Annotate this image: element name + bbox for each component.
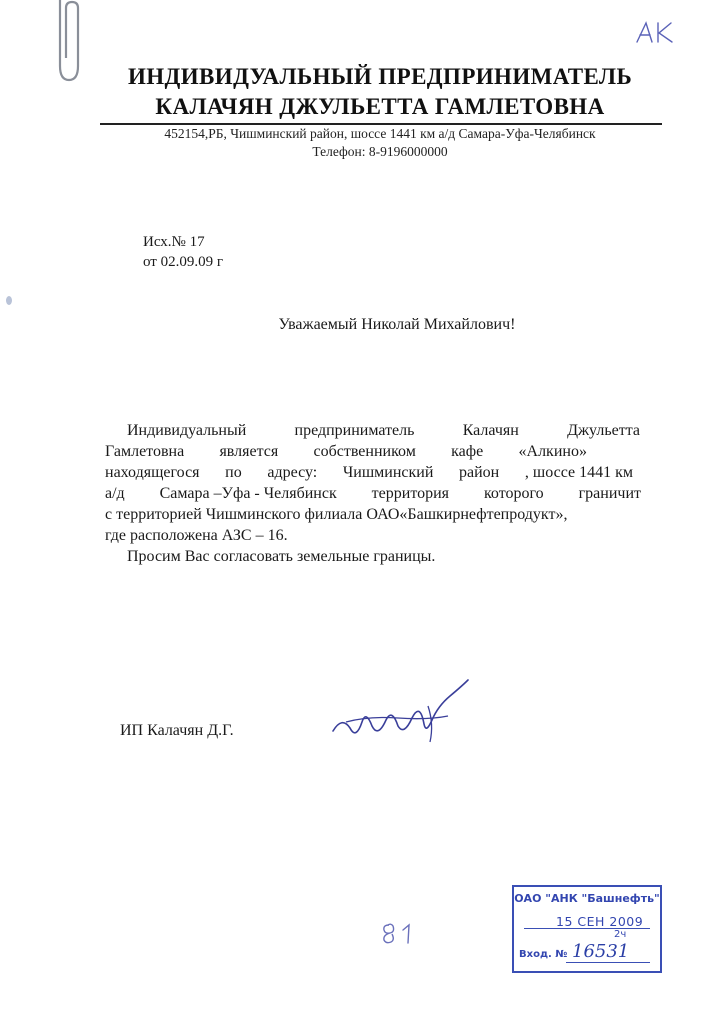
body-line-3: находящегося по адресу: Чишминский район , шоссе 1441 км [105, 464, 633, 481]
company-title-line1: ИНДИВИДУАЛЬНЫЙ ПРЕДПРИНИМАТЕЛЬ [127, 64, 633, 89]
stamp-divider [524, 928, 650, 929]
incoming-stamp [512, 885, 662, 973]
letter-body [105, 420, 640, 567]
stamp-incoming-number: 16531 [572, 941, 630, 962]
stamp-incoming-label: Вход. № [519, 949, 568, 960]
stamp-number-underline [566, 962, 650, 963]
signature-image [328, 676, 478, 756]
outgoing-number: Исх.№ 17 [143, 234, 205, 250]
body-line-2: Гамлетовна является собственником кафе «Алкино» [105, 443, 587, 460]
body-line-1: Индивидуальный предприниматель Калачян Джульетта [127, 422, 640, 439]
body-line-7: Просим Вас согласовать земельные границы. [127, 548, 436, 565]
handwritten-page-number [381, 922, 417, 946]
stamp-date: 15 СЕН 2009 [556, 914, 644, 929]
body-line-4: а/д Самара –Уфа - Челябинск территория которого граничит [105, 485, 641, 502]
letterhead-divider [100, 123, 662, 125]
body-line-6: где расположена АЗС – 16. [105, 527, 288, 544]
stamp-sub-number: 2ч [614, 929, 627, 940]
signer-name: ИП Калачян Д.Г. [120, 722, 234, 739]
outgoing-date: от 02.09.09 г [143, 254, 224, 270]
outgoing-reference [143, 232, 223, 272]
stamp-organization: ОАО "АНК "Башнефть" [514, 892, 660, 905]
letterhead [80, 62, 680, 159]
company-address: 452154,РБ, Чишминский район, шоссе 1441 км а/д Самара-Уфа-Челябинск [164, 126, 596, 141]
corner-initials [634, 20, 678, 46]
company-title-line2: КАЛАЧЯН ДЖУЛЬЕТТА ГАМЛЕТОВНА [155, 94, 605, 119]
salutation: Уважаемый Николай Михайлович! [278, 316, 516, 333]
paper-speck [6, 296, 12, 305]
body-line-5: с территорией Чишминского филиала ОАО«Башкирнефтепродукт», [105, 506, 568, 523]
company-phone: Телефон: 8-9196000000 [312, 144, 448, 159]
